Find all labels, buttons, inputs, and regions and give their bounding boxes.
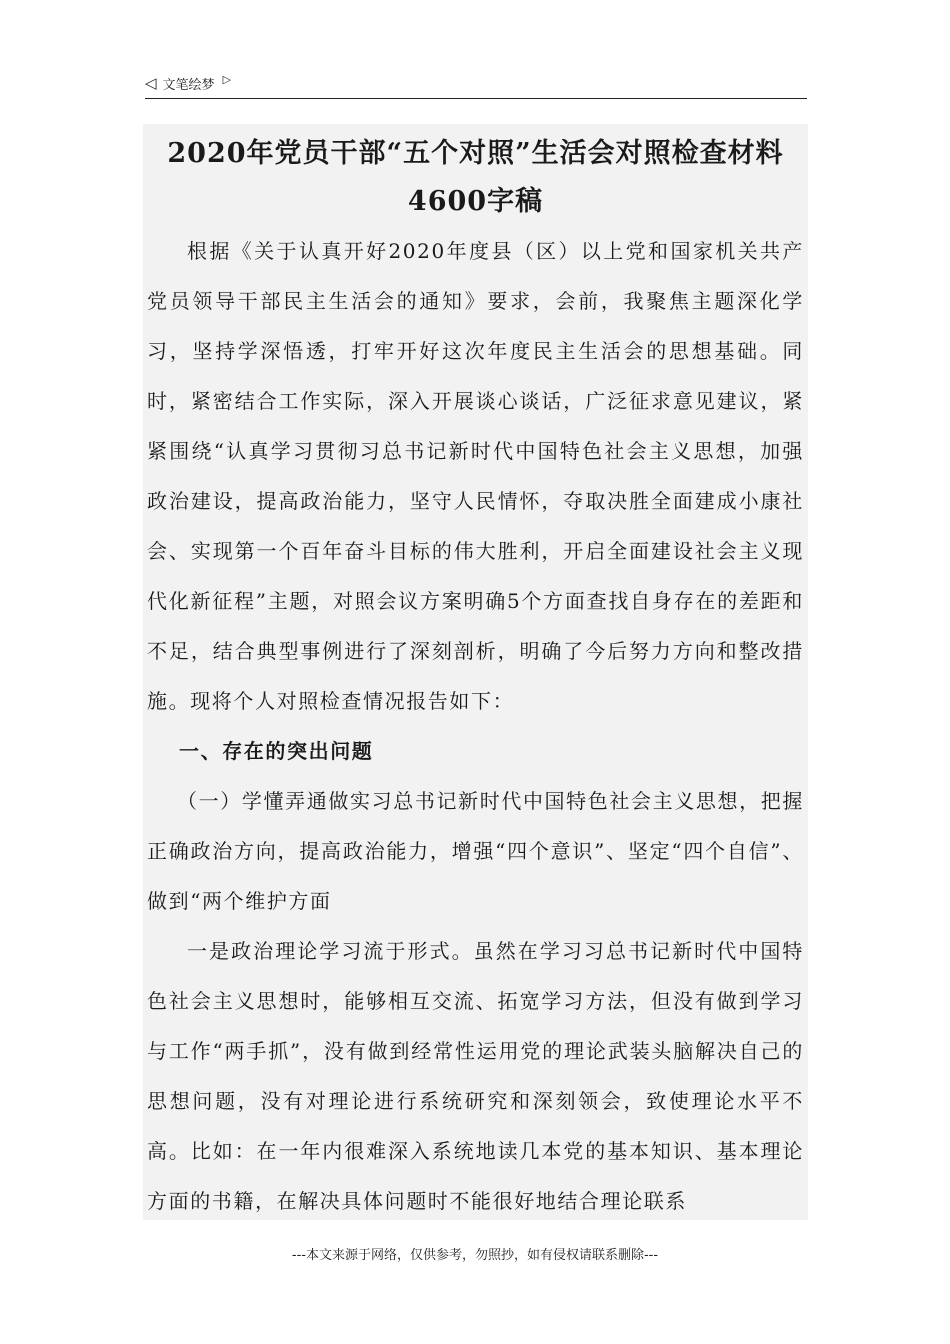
subsection-paragraph: （一）学懂弄通做实习总书记新时代中国特色社会主义思想，把握正确政治方向，提高政治能力，增强“四个意识”、坚定“四个自信”、做到“两个维护方面 xyxy=(147,789,804,913)
document-body xyxy=(143,124,808,1220)
document-title xyxy=(143,124,808,226)
brand xyxy=(145,74,231,93)
triangle-right-icon: ▷ xyxy=(222,73,232,86)
title-line-1: 2020年党员干部“五个对照”生活会对照检查材料 xyxy=(167,138,784,169)
title-line-2: 4600字稿 xyxy=(407,186,544,217)
brand-name: 文笔绘梦 xyxy=(162,78,215,93)
section-heading: 一、存在的突出问题 xyxy=(179,739,374,763)
intro-paragraph: 根据《关于认真开好2020年度县（区）以上党和国家机关共产党员领导干部民主生活会的通知》要求，会前，我聚焦主题深化学习，坚持学深悟透，打牢开好这次年度民主生活会的思想基础。同时，紧密结合工作实际，深入开展谈心谈话，广泛征求意见建议，紧紧围绕“认真学习贯彻习总书记新时代中国特色社会主义思想，加强政治建设，提高政治能力，坚守人民情怀，夺取决胜全面建成小康社会、实现第一个百年奋斗目标的伟大胜利，开启全面建设社会主义现代化新征程”主题，对照会议方案明确5个方面查找自身存在的差距和不足，结合典型事例进行了深刻剖析，明确了今后努力方向和整改措施。现将个人对照检查情况报告如下： xyxy=(147,239,804,713)
page-header xyxy=(145,72,807,99)
triangle-left-icon: ◁ xyxy=(145,74,157,92)
point-paragraph: 一是政治理论学习流于形式。虽然在学习习总书记新时代中国特色社会主义思想时，能够相互交流、拓宽学习方法，但没有做到学习与工作“两手抓”，没有做到经常性运用党的理论武装头脑解决自己的思想问题，没有对理论进行系统研究和深刻领会，致使理论水平不高。比如：在一年内很难深入系统地读几本党的基本知识、基本理论方面的书籍，在解决具体问题时不能很好地结合理论联系 xyxy=(147,939,804,1213)
footer-notice: ---本文来源于网络，仅供参考，勿照抄，如有侵权请联系删除--- xyxy=(291,1248,659,1263)
